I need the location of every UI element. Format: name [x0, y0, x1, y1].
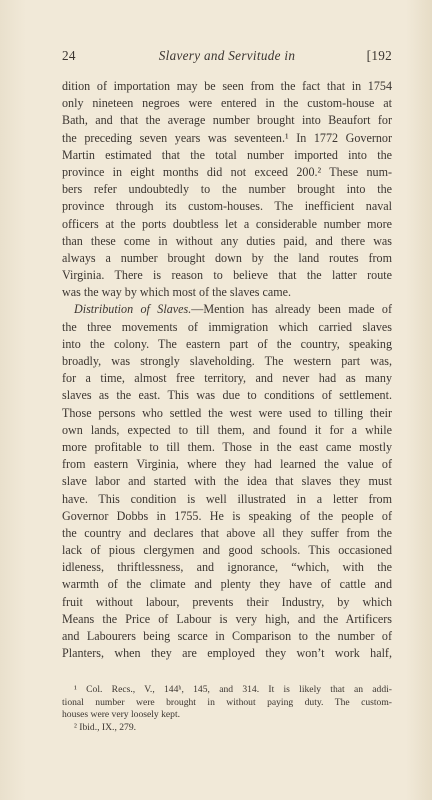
text-line: for a time, almost free territory, and never had as many [62, 371, 392, 386]
text-line: province through its custom-houses. The inefficient naval [62, 199, 392, 214]
text-line: province in eight months did not exceed 200.² These num- [62, 164, 392, 179]
running-title: Slavery and Servitude in [158, 48, 296, 63]
text-line: the preceding seven years was seventeen.¹ In 1772 Governor [62, 130, 392, 145]
text-line: slaves as the east. This was due to conditions of settlement. [62, 388, 392, 403]
text-line: Those persons who settled the west were used to tilling their [62, 405, 392, 420]
text-line: officers at the ports doubtless let a considerable number more [62, 216, 392, 231]
text-line: into the colony. The eastern part of the country, speaking [62, 336, 392, 351]
footnotes [62, 684, 392, 734]
text-line: Governor Dobbs in 1755. He is speaking of the people of [62, 508, 392, 523]
text-line: Martin estimated that the total number imported into the [62, 147, 392, 162]
running-header [62, 48, 392, 68]
footnote-line: ² Ibid., IX., 279. [74, 721, 137, 733]
text-line: slave labor and started with the idea that slaves they must [62, 474, 392, 489]
section-heading: Distribution of Slaves. [74, 302, 192, 317]
footnote-line: houses were very loosely kept. [62, 709, 181, 721]
text-line: the country and declares that above all they suffer from the [62, 525, 392, 540]
footnote-line: tional number were brought in without paying duty. The custom- [62, 696, 392, 708]
text-line: than these come in without any duties paid, and there was [62, 233, 392, 248]
text-line: was the way by which most of the slaves came. [62, 285, 292, 300]
page-number: 24 [62, 48, 76, 63]
text-line: always a number brought down by the land routes from [62, 250, 392, 265]
text-line: broadly, was strongly slaveholding. The western part was, [62, 354, 392, 368]
text-line: idleness, thriftlessness, and ignorance, “which, with the [62, 560, 392, 575]
text-line: fruit without labour, prevents their Industry, by which [62, 594, 392, 609]
right-marker: [192 [366, 48, 392, 63]
text-line: and Labourers being scarce in Comparison to the number of [62, 629, 392, 643]
section-first-line [62, 301, 392, 318]
text-line: own lands, expected to till them, and found it for a while [62, 422, 392, 437]
text-line: Planters, when they are employed they won’t work half, [62, 646, 392, 661]
footnote-line: ¹ Col. Recs., V., 144ʰ, 145, and 314. It is likely that an addi- [74, 684, 392, 695]
text-line: have. This condition is well illustrated in a letter from [62, 491, 392, 506]
text-line: Means the Price of Labour is very high, and the Artificers [62, 611, 392, 626]
text-line: bers refer undoubtedly to the number brought into the [62, 182, 392, 197]
text-line: the three movements of immigration which carried slaves [62, 319, 392, 334]
text-line: Bath, and that the average number brought into Beaufort for [62, 113, 392, 128]
text-line: dition of importation may be seen from the fact that in 1754 [62, 79, 392, 93]
section-first-line-rest: —Mention has already been made of [191, 302, 392, 317]
body-text [62, 78, 392, 662]
text-line: only nineteen negroes were entered in the custom-house at [62, 96, 392, 111]
text-line: from eastern Virginia, where they had learned the value of [62, 457, 392, 472]
text-line: Virginia. There is reason to believe that the latter route [62, 268, 392, 283]
text-line: lack of pious clergymen and good schools. This occasioned [62, 543, 392, 558]
text-line: more profitable to till them. Those in the east came mostly [62, 439, 392, 454]
text-line: warmth of the climate and plenty they have of cattle and [62, 577, 392, 592]
